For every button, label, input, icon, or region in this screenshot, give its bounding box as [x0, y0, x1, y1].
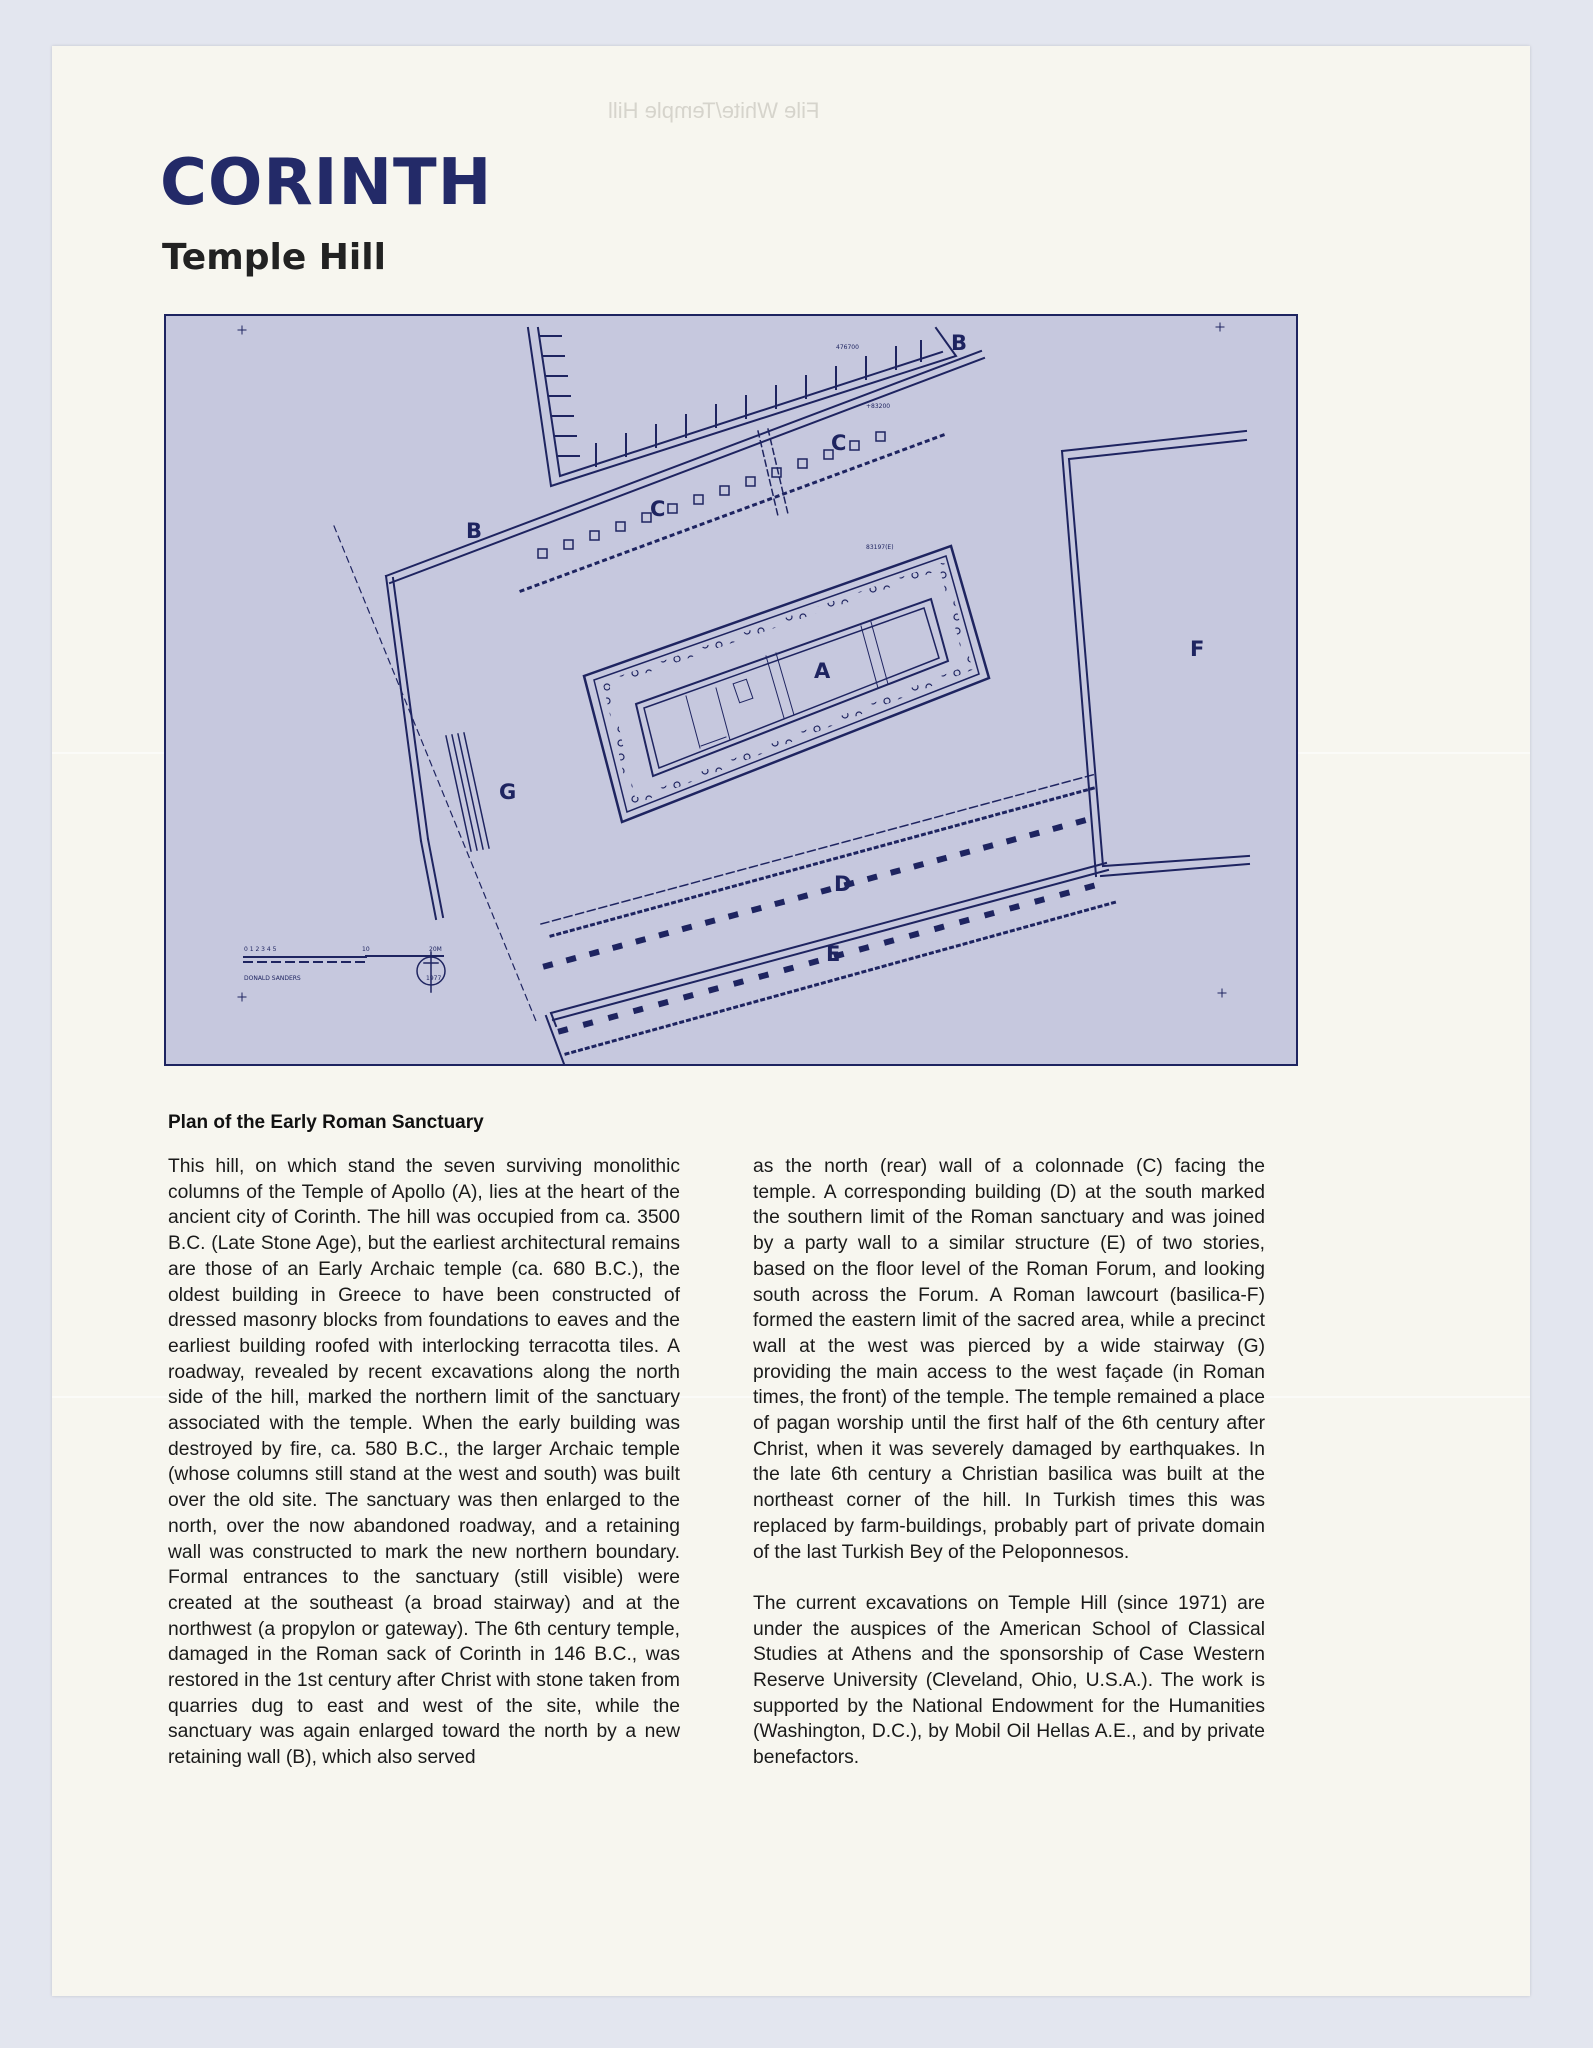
scale-20: 20M [429, 946, 442, 953]
plan-caption: Plan of the Early Roman Sanctuary [168, 1112, 484, 1133]
show-through-text: File White/Temple Hill [608, 98, 820, 123]
paragraph: as the north (rear) wall of a colonnade (C) facing the temple. A corresponding building (D) at the south marked the southern limit of the Roman sanctuary and was joined by a party wall to a similar structure (E) of two stories, based on the floor level of the Roman Forum, and looking south across the Forum. A Roman lawcourt (basilica-F) formed the eastern limit of the sacred area, while a precinct wall at the west was pierced by a wide stairway (G) providing the main access to the west façade (in Roman times, the front) of the temple. The temple remained a place of pagan worship until the first half of the 6th century after Christ, when it was severely damaged by earthquakes. In the late 6th century a Christian basilica was built at the northeast corner of the hill. In Turkish times this was replaced by farm-buildings, probably part of private domain of the last Turkish Bey of the Peloponnesos. [753, 1156, 1265, 1563]
scale-numbers: 0 1 2 3 4 5 [244, 946, 277, 953]
page-title: CORINTH [160, 146, 493, 220]
scale-10: 10 [362, 946, 370, 953]
plan-author: DONALD SANDERS [244, 975, 301, 982]
site-plan [164, 314, 1298, 1066]
label-c-east: C [831, 431, 847, 455]
plan-year: 1977 [426, 975, 442, 982]
site-plan-drawing [166, 316, 1296, 1064]
north-arrow-icon [417, 952, 445, 992]
grid-coordinate: 83197(E) [866, 544, 894, 551]
paragraph: The current excavations on Temple Hill (since 1971) are under the auspices of the American School of Classical Studies at Athens and the sponsorship of Case Western Reserve University (Cleveland, Ohio, U.S.A.). The work is supported by the National Endowment for the Humanities (Washington, D.C.), by Mobil Oil Hellas A.E., and by private benefactors. [753, 1592, 1265, 1769]
page-subtitle: Temple Hill [162, 237, 386, 278]
paragraph: This hill, on which stand the seven surviving monolithic columns of the Temple of Apollo (A), lies at the heart of the ancient city of Corinth. The hill was occupied from ca. 3500 B.C. (Late Stone Age), but the earliest architectural remains are those of an Early Archaic temple (ca. 680 B.C.), the oldest building in Greece to have been constructed of dressed masonry blocks from foundations to eaves and the earliest building roofed with interlocking terracotta tiles. A roadway, revealed by recent excavations along the north side of the hill, marked the northern limit of the sanctuary associated with the temple. When the early building was destroyed by fire, ca. 580 B.C., the larger Archaic temple (whose columns still stand at the west and south) was built over the old site. The sanctuary was then enlarged to the north, over the now abandoned roadway, and a retaining wall was constructed to mark the new northern boundary. Formal entrances to the sanctuary (still visible) were created at the southeast (a broad stairway) and at the northwest (a propylon or gateway). The 6th century temple, damaged in the Roman sack of Corinth in 146 B.C., was restored in the 1st century after Christ with stone taken from quarries dug to east and west of the site, while the sanctuary was again enlarged toward the north by a new retaining wall (B), which also served [168, 1156, 680, 1769]
stairway-g [446, 733, 489, 851]
label-b-north: B [951, 331, 968, 355]
basilica-f [1062, 431, 1249, 876]
label-b-west: B [466, 519, 483, 543]
text-column-left [168, 1154, 680, 1797]
label-f: F [1190, 637, 1205, 661]
north-building [528, 328, 956, 486]
grid-coordinate: 476700 [836, 344, 859, 351]
grid-coordinate: +83200 [866, 403, 891, 410]
label-g: G [499, 780, 517, 804]
scale-bar [244, 956, 443, 962]
label-c-west: C [650, 497, 666, 521]
text-column-right [753, 1154, 1265, 1797]
label-e: E [826, 942, 841, 966]
temple-of-apollo [584, 546, 989, 822]
label-d: D [834, 872, 852, 896]
registration-marks [238, 323, 1226, 1001]
label-a: A [814, 659, 831, 683]
